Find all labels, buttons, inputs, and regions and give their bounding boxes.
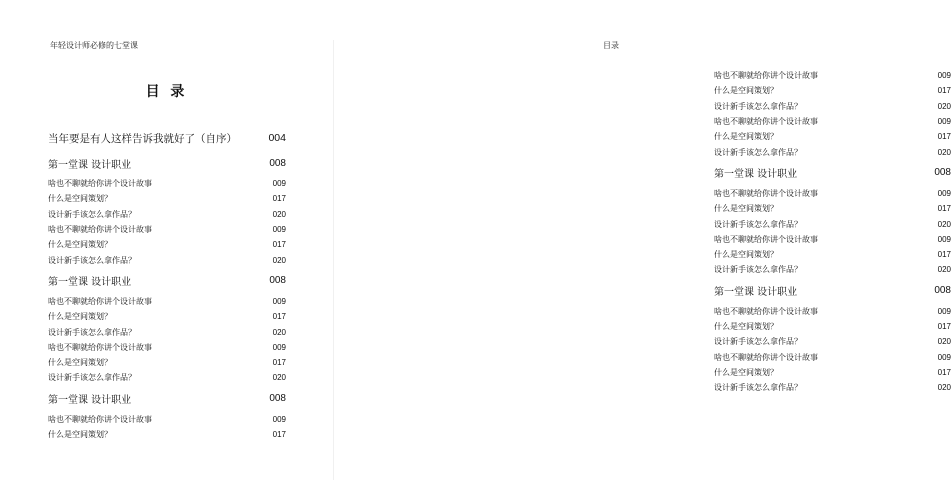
page-number: 009 — [937, 188, 951, 198]
toc-title: 目 录 — [145, 84, 188, 100]
page-number: 017 — [937, 132, 951, 142]
entry-label: 设计新手该怎么拿作品？ — [48, 327, 136, 337]
entry-label: 什么是空间策划？ — [48, 312, 112, 322]
page-number: 009 — [272, 225, 286, 235]
entry-label: 设计新手该怎么拿作品？ — [48, 255, 136, 265]
toc-list — [714, 68, 951, 395]
entry-label: 啥也不聊就给你讲个设计故事 — [48, 225, 152, 235]
entry-label: 啥也不聊就给你讲个设计故事 — [48, 179, 152, 189]
toc-entry[interactable] — [714, 129, 951, 144]
toc-entry[interactable] — [48, 222, 286, 237]
page-number: 008 — [934, 285, 951, 297]
page-number: 017 — [937, 250, 951, 260]
page-number: 020 — [272, 373, 286, 383]
entry-label: 啥也不聊就给你讲个设计故事 — [714, 352, 818, 362]
chapter-label: 第一堂课 设计职业 — [714, 287, 798, 299]
preface-entry[interactable] — [48, 128, 286, 148]
entry-label: 啥也不聊就给你讲个设计故事 — [714, 71, 818, 81]
toc-entry[interactable] — [48, 324, 286, 339]
toc-entry[interactable] — [48, 191, 286, 206]
chapter-label: 第一堂课 设计职业 — [714, 169, 798, 181]
entry-label: 啥也不聊就给你讲个设计故事 — [714, 306, 818, 316]
toc-entry[interactable] — [714, 201, 951, 216]
toc-entry[interactable] — [714, 380, 951, 395]
page-number: 017 — [937, 322, 951, 331]
page-number: 008 — [269, 157, 286, 169]
page-number: 020 — [937, 383, 951, 393]
entry-label: 什么是空间策划？ — [48, 358, 112, 368]
toc-entry[interactable] — [48, 237, 286, 252]
page-number: 020 — [937, 337, 951, 347]
toc-entry[interactable] — [714, 216, 951, 231]
chapter-heading[interactable] — [48, 272, 286, 290]
toc-list — [48, 128, 286, 442]
toc-entry[interactable] — [48, 294, 286, 309]
toc-entry[interactable] — [48, 370, 286, 385]
toc-entry[interactable] — [48, 427, 286, 442]
page-number: 009 — [272, 414, 286, 424]
toc-entry[interactable] — [714, 334, 951, 349]
running-head: 年轻设计师必修的七堂课 — [50, 41, 138, 50]
page-number: 004 — [268, 132, 286, 144]
toc-entry[interactable] — [48, 252, 286, 267]
page-number: 017 — [272, 358, 286, 368]
entry-label: 什么是空间策划？ — [48, 194, 112, 204]
page-number: 009 — [937, 71, 951, 81]
page-number: 008 — [934, 167, 951, 179]
entry-label: 设计新手该怎么拿作品？ — [714, 337, 802, 347]
chapter-heading[interactable] — [714, 282, 951, 300]
page-number: 009 — [937, 306, 951, 316]
page-number: 009 — [937, 117, 951, 127]
toc-entry[interactable] — [714, 304, 951, 319]
entry-label: 什么是空间策划？ — [714, 86, 778, 96]
toc-entry[interactable] — [714, 99, 951, 114]
toc-entry[interactable] — [714, 186, 951, 201]
entry-label: 设计新手该怎么拿作品？ — [714, 101, 802, 111]
page-number: 017 — [937, 86, 951, 96]
entry-label: 什么是空间策划？ — [48, 240, 112, 250]
entry-label: 设计新手该怎么拿作品？ — [48, 373, 136, 383]
entry-label: 设计新手该怎么拿作品？ — [714, 265, 802, 275]
page-number: 020 — [937, 101, 951, 111]
entry-label: 啥也不聊就给你讲个设计故事 — [48, 296, 152, 306]
entry-label: 设计新手该怎么拿作品？ — [48, 209, 136, 219]
page-number: 008 — [269, 393, 286, 405]
toc-entry[interactable] — [714, 114, 951, 129]
toc-entry[interactable] — [714, 68, 951, 83]
entry-label: 什么是空间策划？ — [48, 430, 112, 439]
page-number: 020 — [937, 265, 951, 275]
page-number: 020 — [937, 219, 951, 229]
toc-entry[interactable] — [48, 355, 286, 370]
entry-label: 当年要是有人这样告诉我就好了（自序） — [48, 132, 237, 145]
entry-label: 啥也不聊就给你讲个设计故事 — [48, 342, 152, 352]
page-number: 009 — [937, 234, 951, 244]
toc-entry[interactable] — [48, 176, 286, 191]
right-page — [333, 0, 951, 500]
entry-label: 什么是空间策划？ — [714, 204, 778, 214]
entry-label: 设计新手该怎么拿作品？ — [714, 147, 802, 157]
entry-label: 什么是空间策划？ — [714, 322, 778, 331]
toc-entry[interactable] — [714, 319, 951, 334]
running-head: 目录 — [603, 41, 619, 50]
toc-entry[interactable] — [714, 365, 951, 380]
page-number: 017 — [937, 367, 951, 377]
entry-label: 啥也不聊就给你讲个设计故事 — [48, 414, 152, 424]
page-number: 009 — [937, 352, 951, 362]
toc-entry[interactable] — [48, 309, 286, 324]
left-page — [0, 0, 333, 500]
chapter-label: 第一堂课 设计职业 — [48, 277, 132, 289]
page-number: 008 — [269, 275, 286, 287]
toc-entry[interactable] — [714, 144, 951, 159]
page-number: 020 — [937, 147, 951, 157]
entry-label: 设计新手该怎么拿作品？ — [714, 219, 802, 229]
toc-entry[interactable] — [48, 412, 286, 427]
page-number: 020 — [272, 327, 286, 337]
page-number: 009 — [272, 179, 286, 189]
toc-entry[interactable] — [714, 349, 951, 364]
toc-entry[interactable] — [714, 262, 951, 277]
chapter-heading[interactable] — [714, 164, 951, 182]
chapter-label: 第一堂课 设计职业 — [48, 395, 132, 407]
toc-entry[interactable] — [714, 83, 951, 98]
page-number: 017 — [272, 430, 286, 439]
entry-label: 啥也不聊就给你讲个设计故事 — [714, 117, 818, 127]
page-number: 009 — [272, 296, 286, 306]
page-number: 017 — [272, 312, 286, 322]
page-number: 017 — [937, 204, 951, 214]
entry-label: 设计新手该怎么拿作品？ — [714, 383, 802, 393]
chapter-label: 第一堂课 设计职业 — [48, 159, 132, 171]
entry-label: 啥也不聊就给你讲个设计故事 — [714, 188, 818, 198]
chapter-heading[interactable] — [48, 390, 286, 408]
toc-entry[interactable] — [714, 247, 951, 262]
page-number: 009 — [272, 342, 286, 352]
page-number: 017 — [272, 240, 286, 250]
page-number: 017 — [272, 194, 286, 204]
entry-label: 什么是空间策划？ — [714, 250, 778, 260]
entry-label: 什么是空间策划？ — [714, 132, 778, 142]
entry-label: 什么是空间策划？ — [714, 367, 778, 377]
chapter-heading[interactable] — [48, 154, 286, 172]
toc-entry[interactable] — [714, 232, 951, 247]
page-number: 020 — [272, 255, 286, 265]
toc-entry[interactable] — [48, 207, 286, 222]
toc-entry[interactable] — [48, 340, 286, 355]
page-number: 020 — [272, 209, 286, 219]
entry-label: 啥也不聊就给你讲个设计故事 — [714, 234, 818, 244]
